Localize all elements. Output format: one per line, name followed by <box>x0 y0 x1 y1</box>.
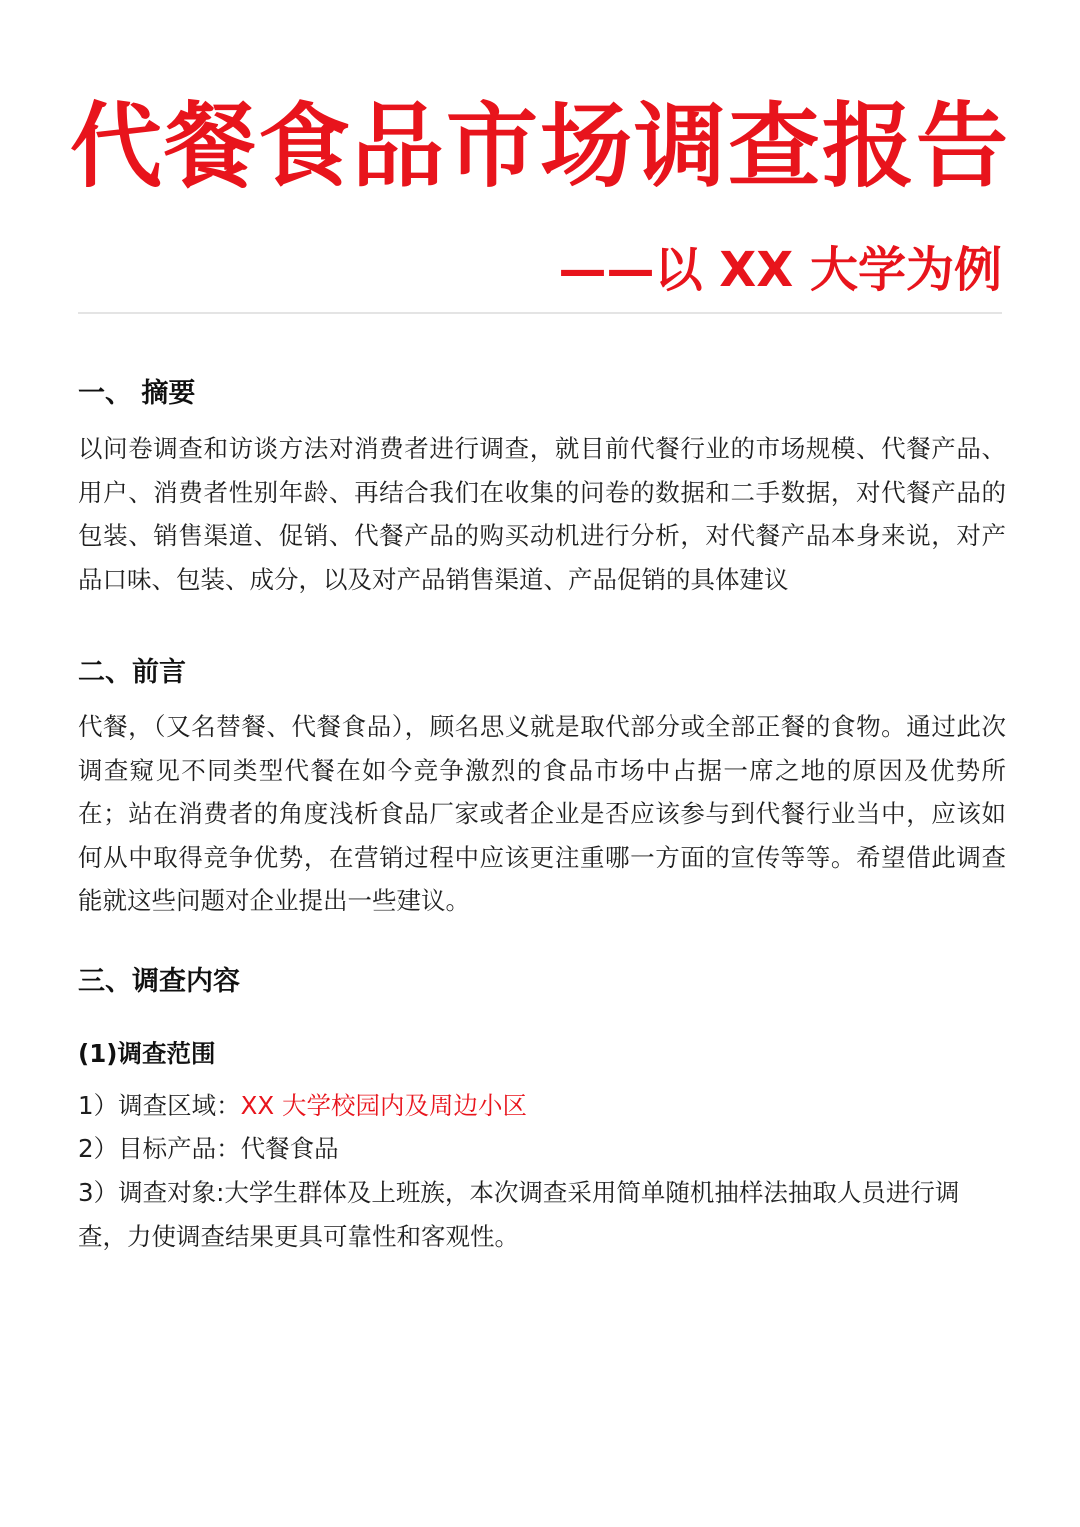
section-heading-content: 三、调查内容 <box>78 966 240 997</box>
scope-item-label: 2）目标产品： <box>78 1134 241 1163</box>
scope-item-value-highlight: XX 大学校园内及周边小区 <box>240 1091 527 1120</box>
scope-item-label: 1）调查区域： <box>78 1091 241 1120</box>
summary-paragraph: 以问卷调查和访谈方法对消费者进行调查，就目前代餐行业的市场规模、代餐产品、用户、消费者性别年龄、再结合我们在收集的问卷的数据和二手数据，对代餐产品的包装、销售渠道、促销、代餐产品的购买动机进行分析，对代餐产品本身来说，对产品口味、包装、成分，以及对产品销售渠道、产品促销的具体建议 <box>78 434 1006 594</box>
document-title: 代餐食品市场调查报告 <box>69 93 1010 200</box>
scope-item-target <box>78 1171 1006 1258</box>
scope-item-label: 3）调查对象: <box>78 1178 225 1207</box>
section-heading-preface: 二、前言 <box>78 657 186 688</box>
title-divider <box>78 312 1002 314</box>
preface-paragraph: 代餐，（又名替餐、代餐食品），顾名思义就是取代部分或全部正餐的食物。通过此次调查窥见不同类型代餐在如今竞争激烈的食品市场中占据一席之地的原因及优势所在；站在消费者的角度浅析食品厂家或者企业是否应该参与到代餐行业当中，应该如何从中取得竞争优势，在营销过程中应该更注重哪一方面的宣传等等。希望借此调查能就这些问题对企业提出一些建议。 <box>78 712 1006 916</box>
document-subtitle: ——以 XX 大学为例 <box>558 242 1002 298</box>
section-heading-summary: 一、 摘要 <box>78 378 196 409</box>
scope-item-value: 大学生群体及上班族，本次调查采用简单随机抽样法抽取人员进行调查，力使调查结果更具可靠性和客观性。 <box>78 1178 960 1251</box>
subsection-heading-scope: (1)调查范围 <box>78 1039 216 1068</box>
scope-item-area <box>78 1084 1006 1128</box>
scope-item-value: 代餐食品 <box>240 1134 339 1163</box>
scope-item-product <box>78 1127 1006 1171</box>
